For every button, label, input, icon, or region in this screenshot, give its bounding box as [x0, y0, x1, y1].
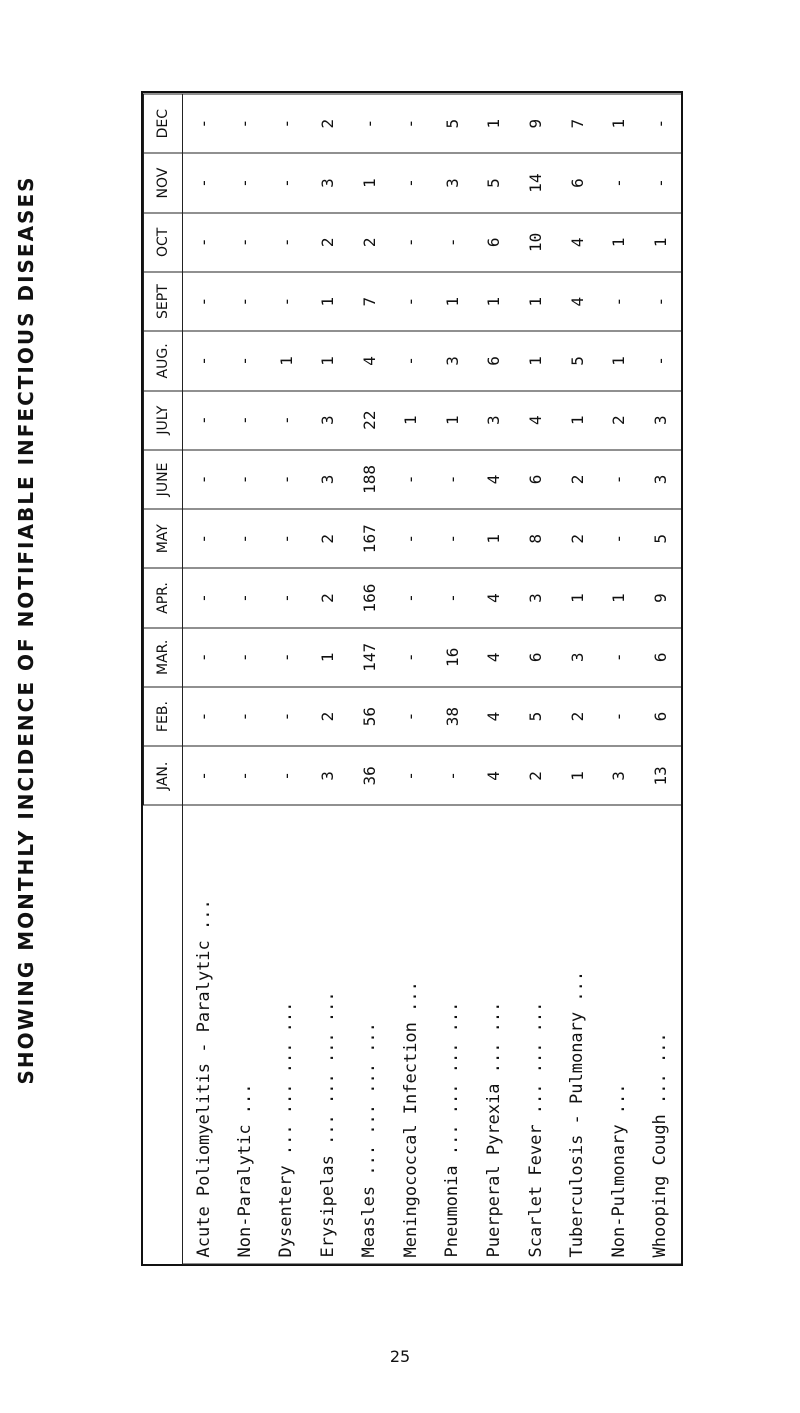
cell-value: - — [266, 686, 308, 745]
cell-value: 5 — [639, 509, 681, 568]
cell-value: - — [183, 686, 225, 745]
cell-value: 1 — [307, 271, 349, 330]
table-row — [266, 94, 308, 1264]
cell-value: - — [224, 271, 266, 330]
cell-value: - — [598, 271, 640, 330]
cell-value: - — [224, 94, 266, 153]
cell-value: - — [224, 746, 266, 805]
cell-value: 1 — [556, 568, 598, 627]
cell-value: 2 — [307, 509, 349, 568]
cell-value: - — [390, 627, 432, 686]
disease-label: Meningococcal Infection ... — [390, 805, 432, 1264]
cell-value: - — [183, 449, 225, 508]
table-row — [639, 94, 681, 1264]
cell-value: 1 — [432, 390, 474, 449]
month-header-nov: NOV — [144, 153, 183, 212]
cell-value: - — [349, 94, 391, 153]
cell-value: - — [390, 331, 432, 390]
disease-label: Acute Poliomyelitis - Paralytic ... — [183, 805, 225, 1264]
cell-value: 3 — [556, 627, 598, 686]
cell-value: 1 — [307, 627, 349, 686]
cell-value: 2 — [556, 449, 598, 508]
cell-value: 3 — [307, 449, 349, 508]
table-row — [432, 94, 474, 1264]
cell-value: - — [266, 390, 308, 449]
cell-value: - — [639, 153, 681, 212]
cell-value: - — [183, 331, 225, 390]
cell-value: 6 — [515, 449, 557, 508]
cell-value: 36 — [349, 746, 391, 805]
cell-value: - — [183, 212, 225, 271]
cell-value: 2 — [349, 212, 391, 271]
cell-value: - — [183, 746, 225, 805]
cell-value: - — [224, 390, 266, 449]
cell-value: 1 — [515, 331, 557, 390]
month-header-jun: JUNE — [144, 449, 183, 508]
cell-value: 4 — [473, 746, 515, 805]
cell-value: - — [224, 509, 266, 568]
cell-value: 3 — [598, 746, 640, 805]
cell-value: - — [266, 746, 308, 805]
cell-value: - — [224, 686, 266, 745]
table-row — [307, 94, 349, 1264]
cell-value: - — [266, 449, 308, 508]
cell-value: - — [390, 686, 432, 745]
month-header-dec: DEC — [144, 94, 183, 153]
page-number: 25 — [389, 1347, 411, 1366]
cell-value: 1 — [473, 509, 515, 568]
cell-value: 1 — [307, 331, 349, 390]
disease-label: Puerperal Pyrexia ... ... — [473, 805, 515, 1264]
cell-value: - — [266, 509, 308, 568]
cell-value: 9 — [515, 94, 557, 153]
month-header-jul: JULY — [144, 390, 183, 449]
cell-value: 6 — [473, 331, 515, 390]
table-row — [349, 94, 391, 1264]
cell-value: 3 — [473, 390, 515, 449]
cell-value: 3 — [515, 568, 557, 627]
cell-value: 2 — [307, 686, 349, 745]
cell-value: 6 — [473, 212, 515, 271]
cell-value: 3 — [307, 390, 349, 449]
disease-label: Pneumonia ... ... ... ... — [432, 805, 474, 1264]
cell-value: 5 — [556, 331, 598, 390]
cell-value: 1 — [432, 271, 474, 330]
page-title-vertical — [8, 55, 44, 1205]
cell-value: 2 — [556, 686, 598, 745]
cell-value: 1 — [473, 94, 515, 153]
cell-value: 3 — [432, 331, 474, 390]
cell-value: 2 — [307, 94, 349, 153]
cell-value: 1 — [266, 331, 308, 390]
table-row — [224, 94, 266, 1264]
cell-value: - — [390, 153, 432, 212]
month-header-mar: MAR. — [144, 627, 183, 686]
cell-value: - — [266, 94, 308, 153]
cell-value: - — [224, 568, 266, 627]
cell-value: 56 — [349, 686, 391, 745]
table-row — [598, 94, 640, 1264]
cell-value: - — [390, 449, 432, 508]
cell-value: - — [639, 271, 681, 330]
cell-value: - — [598, 449, 640, 508]
cell-value: 6 — [515, 627, 557, 686]
table-body — [183, 94, 682, 1264]
month-header-oct: OCT — [144, 212, 183, 271]
cell-value: 10 — [515, 212, 557, 271]
cell-value: 3 — [307, 746, 349, 805]
cell-value: - — [183, 509, 225, 568]
cell-value: 3 — [639, 449, 681, 508]
cell-value: 14 — [515, 153, 557, 212]
cell-value: 4 — [473, 568, 515, 627]
cell-value: - — [390, 212, 432, 271]
header-corner — [144, 805, 183, 1264]
cell-value: - — [598, 627, 640, 686]
cell-value: - — [183, 271, 225, 330]
cell-value: 6 — [639, 627, 681, 686]
cell-value: 188 — [349, 449, 391, 508]
cell-value: - — [639, 94, 681, 153]
cell-value: 38 — [432, 686, 474, 745]
cell-value: - — [224, 331, 266, 390]
disease-label: Measles ... ... ... ... — [349, 805, 391, 1264]
cell-value: - — [183, 390, 225, 449]
table-row — [473, 94, 515, 1264]
cell-value: 13 — [639, 746, 681, 805]
cell-value: - — [598, 509, 640, 568]
disease-label: Dysentery ... ... ... ... — [266, 805, 308, 1264]
cell-value: 7 — [556, 94, 598, 153]
cell-value: 4 — [349, 331, 391, 390]
cell-value: 6 — [639, 686, 681, 745]
cell-value: 1 — [598, 568, 640, 627]
cell-value: - — [390, 568, 432, 627]
disease-label: Non-Pulmonary ... — [598, 805, 640, 1264]
cell-value: 1 — [473, 271, 515, 330]
month-header-may: MAY — [144, 509, 183, 568]
cell-value: 4 — [473, 686, 515, 745]
cell-value: - — [432, 449, 474, 508]
cell-value: 1 — [598, 212, 640, 271]
cell-value: - — [432, 746, 474, 805]
cell-value: 5 — [432, 94, 474, 153]
disease-label: Scarlet Fever ... ... ... — [515, 805, 557, 1264]
month-header-apr: APR. — [144, 568, 183, 627]
cell-value: - — [266, 568, 308, 627]
cell-value: 4 — [556, 212, 598, 271]
cell-value: 1 — [515, 271, 557, 330]
cell-value: - — [266, 271, 308, 330]
cell-value: 6 — [556, 153, 598, 212]
cell-value: - — [224, 627, 266, 686]
month-header-feb: FEB. — [144, 686, 183, 745]
cell-value: 4 — [473, 627, 515, 686]
cell-value: 4 — [515, 390, 557, 449]
disease-label: Non-Paralytic ... — [224, 805, 266, 1264]
cell-value: 166 — [349, 568, 391, 627]
cell-value: 9 — [639, 568, 681, 627]
cell-value: - — [224, 153, 266, 212]
cell-value: - — [266, 212, 308, 271]
month-header-jan: JAN. — [144, 746, 183, 805]
incidence-table — [143, 93, 681, 1264]
cell-value: 5 — [473, 153, 515, 212]
cell-value: 1 — [556, 390, 598, 449]
disease-label: Tuberculosis - Pulmonary ... — [556, 805, 598, 1264]
cell-value: 4 — [473, 449, 515, 508]
cell-value: 1 — [598, 331, 640, 390]
cell-value: 3 — [639, 390, 681, 449]
cell-value: - — [183, 568, 225, 627]
cell-value: 2 — [515, 746, 557, 805]
table-row — [390, 94, 432, 1264]
cell-value: - — [432, 509, 474, 568]
cell-value: 2 — [307, 568, 349, 627]
disease-label: Whooping Cough ... ... — [639, 805, 681, 1264]
cell-value: - — [390, 509, 432, 568]
cell-value: 22 — [349, 390, 391, 449]
table-row — [183, 94, 225, 1264]
month-header-row — [144, 94, 183, 1264]
table-row — [515, 94, 557, 1264]
cell-value: - — [390, 271, 432, 330]
table-row — [556, 94, 598, 1264]
cell-value: 1 — [556, 746, 598, 805]
month-header-aug: AUG. — [144, 331, 183, 390]
cell-value: 167 — [349, 509, 391, 568]
cell-value: 2 — [307, 212, 349, 271]
cell-value: - — [390, 746, 432, 805]
cell-value: - — [224, 449, 266, 508]
page-title: SHOWING MONTHLY INCIDENCE OF NOTIFIABLE INFECTIOUS DISEASES — [14, 175, 38, 1085]
cell-value: 1 — [598, 94, 640, 153]
cell-value: - — [639, 331, 681, 390]
cell-value: 1 — [349, 153, 391, 212]
cell-value: 2 — [556, 509, 598, 568]
cell-value: - — [432, 568, 474, 627]
cell-value: - — [183, 153, 225, 212]
cell-value: - — [183, 627, 225, 686]
cell-value: 3 — [307, 153, 349, 212]
cell-value: 2 — [598, 390, 640, 449]
cell-value: 5 — [515, 686, 557, 745]
table-frame — [141, 91, 683, 1266]
cell-value: - — [598, 153, 640, 212]
cell-value: 4 — [556, 271, 598, 330]
cell-value: 147 — [349, 627, 391, 686]
cell-value: - — [183, 94, 225, 153]
month-header-sep: SEPT — [144, 271, 183, 330]
cell-value: 1 — [639, 212, 681, 271]
cell-value: - — [266, 153, 308, 212]
cell-value: - — [266, 627, 308, 686]
cell-value: - — [224, 212, 266, 271]
cell-value: 7 — [349, 271, 391, 330]
cell-value: 1 — [390, 390, 432, 449]
disease-label: Erysipelas ... ... ... ... — [307, 805, 349, 1264]
cell-value: 8 — [515, 509, 557, 568]
cell-value: - — [432, 212, 474, 271]
cell-value: 16 — [432, 627, 474, 686]
cell-value: - — [598, 686, 640, 745]
cell-value: 3 — [432, 153, 474, 212]
cell-value: - — [390, 94, 432, 153]
